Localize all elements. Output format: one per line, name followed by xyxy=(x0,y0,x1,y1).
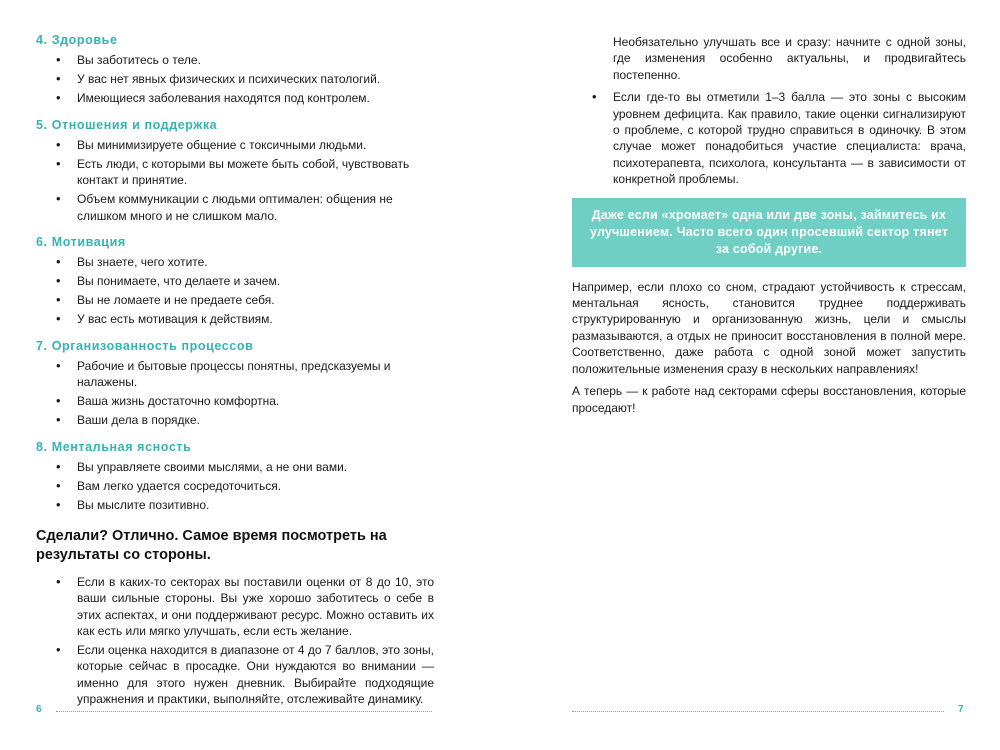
bullet-list xyxy=(36,459,434,514)
section-heading: 7. Организованность процессов xyxy=(36,338,254,353)
list-item: • Ваша жизнь достаточно комфортна. xyxy=(36,393,434,410)
section-heading: 4. Здоровье xyxy=(36,33,118,47)
list-item: • Вы заботитесь о теле. xyxy=(36,52,434,69)
list-item: • Объем коммуникации с людьми оптимален: общения не слишком много и не слишком мало. xyxy=(36,191,434,224)
list-item: • Вы мыслите позитивно. xyxy=(36,497,434,514)
bullet-list xyxy=(36,52,434,107)
bullet-list xyxy=(36,254,434,328)
list-item: • Если в каких-то секторах вы поставили оценки от 8 до 10, это ваши сильные стороны. Вы уже хорошо заботитесь о себе в этих аспектах, и они поддерживают ресурс. Можно оставить их как есть или мягко улучшать, если есть желание. xyxy=(36,574,434,639)
continuation-text: Необязательно улучшать все и сразу: начните с одной зоны, где изменения особенно актуальны, и продвигайтесь постепенно. xyxy=(613,35,966,82)
results-list xyxy=(36,574,434,707)
paragraph: Например, если плохо со сном, страдают устойчивость к стрессам, ментальная ясность, становится труднее поддерживать структурированную и организованную жизнь, цели и смыслы размазываются, а отдых не приносит восстановления в полной мере. Соответственно, даже работа с одной зоной может запустить положительные изменения сразу в нескольких направлениях! xyxy=(572,279,966,376)
list-item: • Имеющиеся заболевания находятся под контролем. xyxy=(36,90,434,107)
paragraph: А теперь — к работе над секторами сферы восстановления, которые проседают! xyxy=(572,384,966,415)
bullet-list xyxy=(572,89,966,187)
list-item: • Рабочие и бытовые процессы понятны, предсказуемы и налажены. xyxy=(36,358,434,391)
bullet-list xyxy=(36,137,434,225)
list-item: • У вас есть мотивация к действиям. xyxy=(36,311,434,328)
list-item: • Вы минимизируете общение с токсичными людьми. xyxy=(36,137,434,154)
callout-box: Даже если «хромает» одна или две зоны, займитесь их улучшением. Часто всего один просевший сектор тянет за собой другие. xyxy=(572,198,966,267)
section-motivation xyxy=(36,234,434,328)
list-item: • Если оценка находится в диапазоне от 4 до 7 баллов, это зоны, которые сейчас в просадке. Они нуждаются во внимании — именно для этого нужен дневник. Выбирайте подходящие упражнения и практики, выполняйте, отслеживайте динамику. xyxy=(36,642,434,707)
list-item: • Вы знаете, чего хотите. xyxy=(36,254,434,271)
list-item: • Есть люди, с которыми вы можете быть собой, чувствовать контакт и принятие. xyxy=(36,156,434,189)
footer-divider xyxy=(56,711,432,712)
list-item: • Вы понимаете, что делаете и зачем. xyxy=(36,273,434,290)
list-item: • У вас нет явных физических и психических патологий. xyxy=(36,71,434,88)
left-column xyxy=(36,32,434,710)
right-column xyxy=(572,34,966,422)
section-relationships xyxy=(36,117,434,225)
page-number: 7 xyxy=(958,704,964,715)
section-heading: 5. Отношения и поддержка xyxy=(36,117,218,132)
list-item: • Если где-то вы отметили 1–3 балла — это зоны с высоким уровнем дефицита. Как правило, такие оценки сигнализируют о проблеме, с которой трудно справиться в одиночку. В этом случае может понадобиться участие специалиста: врача, психотерапевта, психолога, консультанта — в зависимости от конкретной проблемы. xyxy=(572,89,966,187)
bullet-list xyxy=(36,358,434,429)
list-item: • Вы управляете своими мыслями, а не они вами. xyxy=(36,459,434,476)
list-item: • Ваши дела в порядке. xyxy=(36,412,434,429)
section-organization xyxy=(36,338,434,429)
section-heading: 8. Ментальная ясность xyxy=(36,439,192,454)
right-page xyxy=(500,0,1000,750)
list-item: • Вам легко удается сосредоточиться. xyxy=(36,478,434,495)
section-health xyxy=(36,32,434,107)
list-item: • Вы не ломаете и не предаете себя. xyxy=(36,292,434,309)
results-heading: Сделали? Отлично. Самое время посмотреть на результаты со стороны. xyxy=(36,528,387,563)
footer-divider xyxy=(572,711,944,712)
page-number: 6 xyxy=(36,704,42,715)
section-heading: 6. Мотивация xyxy=(36,235,126,249)
section-mental-clarity xyxy=(36,439,434,514)
